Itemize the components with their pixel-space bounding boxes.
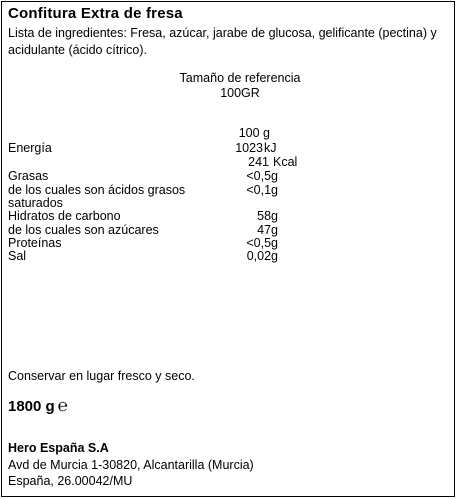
net-weight: [8, 398, 68, 415]
per-100g-header: 100 g: [238, 126, 270, 140]
row-label: Hidratos de carbono: [8, 209, 121, 223]
reference-size-label: Tamaño de referencia: [179, 71, 301, 85]
net-weight-value: 1800 g: [8, 398, 55, 415]
row-label: Proteínas: [8, 236, 62, 250]
row-label: de los cuales son ácidos grasos: [8, 183, 186, 197]
manufacturer-address: Avd de Murcia 1-30820, Alcantarilla (Murcia): [8, 458, 254, 472]
row-value: 58g: [257, 209, 278, 223]
manufacturer-registry: España, 26.00042/MU: [8, 474, 133, 488]
row-value: <0,1g: [246, 183, 278, 197]
estimated-sign-icon: ℮: [57, 396, 68, 416]
energy-kj-value: 1023: [235, 141, 263, 155]
reference-size-value: 100GR: [220, 86, 260, 100]
row-value: 0,02g: [246, 249, 278, 263]
row-value: 47g: [257, 223, 278, 237]
storage-instructions: Conservar en lugar fresco y seco.: [8, 369, 195, 383]
row-label: Grasas: [8, 169, 49, 183]
energy-kj-unit: kJ: [264, 141, 277, 155]
row-label: saturados: [8, 196, 63, 210]
row-label: de los cuales son azúcares: [8, 223, 159, 237]
row-label: Sal: [8, 249, 27, 263]
energy-kcal-unit: Kcal: [273, 155, 298, 169]
manufacturer-name: Hero España S.A: [8, 441, 109, 455]
row-value: <0,5g: [246, 236, 278, 250]
energy-kcal-value: 241: [248, 155, 269, 169]
ingredients-list: Lista de ingredientes: Fresa, azúcar, jarabe de glucosa, gelificante (pectina) y acidulante (ácido cítrico).: [8, 26, 437, 57]
energy-label: Energía: [8, 141, 52, 155]
product-title: Confitura Extra de fresa: [8, 5, 183, 22]
row-value: <0,5g: [246, 169, 278, 183]
